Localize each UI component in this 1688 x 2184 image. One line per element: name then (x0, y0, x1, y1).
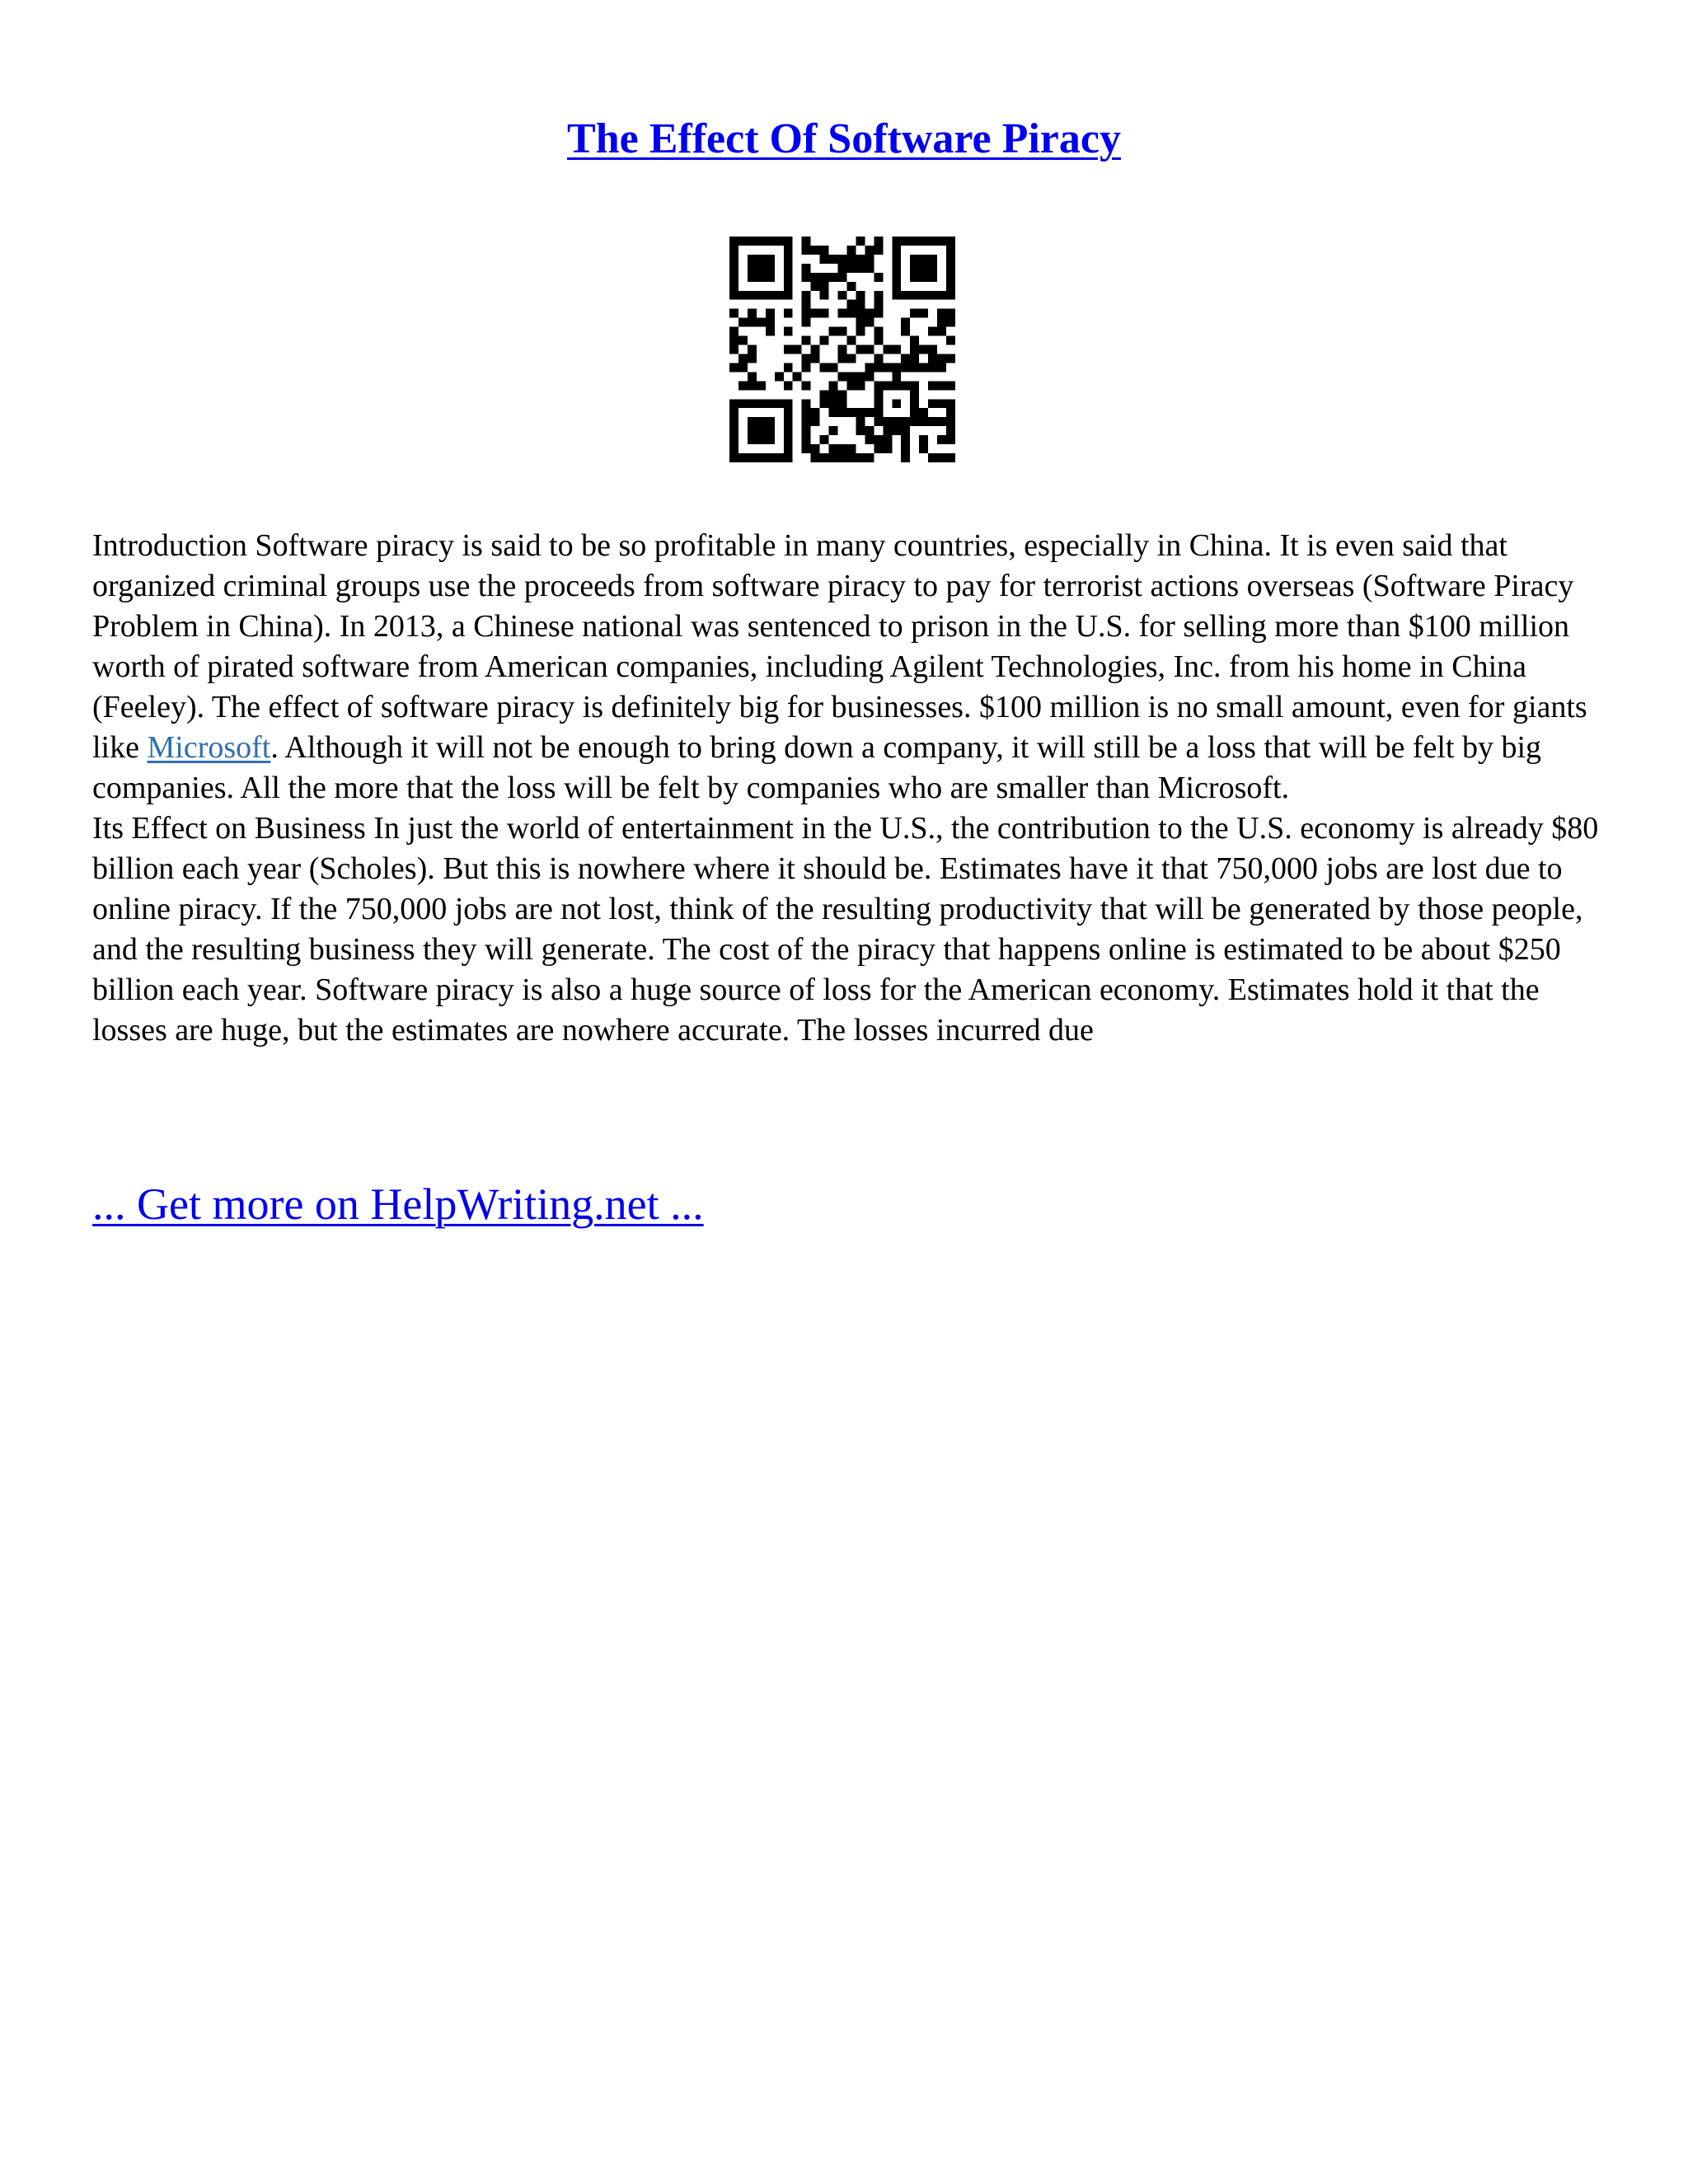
qr-module (829, 426, 838, 435)
qr-module (901, 363, 910, 372)
qr-module (802, 426, 811, 435)
qr-module (729, 363, 738, 372)
qr-module (856, 309, 865, 318)
qr-module (738, 381, 748, 390)
qr-module (928, 453, 937, 462)
qr-module (766, 318, 775, 327)
qr-module (748, 354, 757, 363)
qr-module (838, 273, 847, 282)
qr-module (892, 426, 901, 435)
qr-module (829, 390, 838, 399)
qr-module (946, 408, 955, 417)
qr-module (865, 435, 874, 444)
qr-module (829, 273, 838, 282)
qr-module (838, 264, 847, 273)
qr-module (729, 345, 738, 354)
qr-module (901, 426, 910, 435)
qr-module (793, 372, 802, 381)
qr-module (748, 345, 757, 354)
qr-module (856, 417, 865, 426)
qr-module (784, 345, 793, 354)
qr-module (874, 309, 883, 318)
qr-module (729, 336, 738, 345)
qr-module (802, 417, 811, 426)
qr-module (838, 345, 847, 354)
qr-module (829, 363, 838, 372)
qr-module (846, 255, 856, 264)
qr-module (874, 246, 883, 255)
qr-module (820, 291, 829, 300)
qr-module (820, 309, 829, 318)
qr-module (838, 291, 847, 300)
qr-module (919, 408, 928, 417)
qr-module (829, 408, 838, 417)
qr-module (838, 444, 847, 453)
qr-module (919, 444, 928, 453)
qr-module (883, 363, 892, 372)
qr-module (802, 264, 811, 273)
qr-module (802, 381, 811, 390)
qr-module (802, 273, 811, 282)
qr-module (775, 372, 784, 381)
qr-module (865, 309, 874, 318)
qr-module (856, 381, 865, 390)
qr-module (883, 345, 892, 354)
qr-module (946, 381, 955, 390)
qr-finder-core (910, 255, 937, 282)
qr-module (865, 318, 874, 327)
paragraph-introduction (92, 526, 1601, 808)
qr-module (838, 390, 847, 399)
qr-module (883, 426, 892, 435)
qr-module (856, 327, 865, 336)
qr-module (865, 372, 874, 381)
qr-module (937, 327, 946, 336)
qr-module (865, 363, 874, 372)
qr-module (802, 300, 811, 309)
qr-alignment-core (892, 399, 901, 408)
qr-module (729, 327, 738, 336)
qr-module (748, 309, 757, 318)
qr-module (946, 399, 955, 408)
qr-module (928, 345, 937, 354)
qr-module (802, 318, 811, 327)
qr-module (856, 318, 865, 327)
qr-module (846, 354, 856, 363)
qr-module (757, 381, 766, 390)
qr-module (846, 336, 856, 345)
qr-module (784, 381, 793, 390)
qr-module (846, 372, 856, 381)
qr-module (856, 237, 865, 246)
qr-module (838, 372, 847, 381)
qr-module (910, 354, 919, 363)
qr-module (811, 282, 820, 291)
qr-module (811, 417, 820, 426)
qr-module (802, 444, 811, 453)
qr-module (883, 444, 892, 453)
qr-module (738, 354, 748, 363)
qr-module (874, 237, 883, 246)
qr-module (820, 453, 829, 462)
qr-module (919, 309, 928, 318)
qr-module (946, 435, 955, 444)
qr-module (838, 453, 847, 462)
qr-module (738, 363, 748, 372)
qr-module (928, 399, 937, 408)
qr-module (892, 363, 901, 372)
qr-module (892, 372, 901, 381)
qr-module (919, 417, 928, 426)
qr-module (811, 354, 820, 363)
qr-module (856, 408, 865, 417)
qr-module (874, 435, 883, 444)
qr-module (856, 426, 865, 435)
qr-module (865, 408, 874, 417)
qr-module (738, 336, 748, 345)
qr-module (802, 363, 811, 372)
qr-module (838, 399, 847, 408)
qr-module (874, 444, 883, 453)
qr-module (865, 246, 874, 255)
qr-module (802, 354, 811, 363)
qr-module (838, 255, 847, 264)
qr-module (811, 408, 820, 417)
get-more-link[interactable]: ... Get more on HelpWriting.net ... (92, 1179, 704, 1229)
qr-module (928, 363, 937, 372)
qr-module (910, 309, 919, 318)
qr-module (811, 246, 820, 255)
qr-module (846, 246, 856, 255)
qr-module (874, 300, 883, 309)
microsoft-link[interactable]: Microsoft (147, 730, 271, 765)
qr-module (802, 399, 811, 408)
qr-module (937, 354, 946, 363)
qr-module (811, 273, 820, 282)
qr-module (793, 345, 802, 354)
qr-module (829, 327, 838, 336)
qr-module (838, 354, 847, 363)
qr-module (928, 354, 937, 363)
qr-module (928, 327, 937, 336)
qr-module (856, 372, 865, 381)
paragraph-effect-on-business: Its Effect on Business In just the world of entertainment in the U.S., the contribution to the U.S. economy is already $80 billion each year (Scholes). But this is nowhere where it should be. Estimates have it that 750,000 jobs are lost due to online piracy. If the 750,000 jobs are not lost, think of the resulting productivity that will be generated by those people, and the resulting business they will generate. The cost of the piracy that happens online is estimated to be about $250 billion each year. Software piracy is also a huge source of loss for the American economy. Estimates hold it that the losses are huge, but the estimates are nowhere accurate. The losses incurred due (92, 811, 1599, 1047)
qr-module (937, 318, 946, 327)
qr-module (829, 381, 838, 390)
qr-module (748, 318, 757, 327)
qr-module (820, 390, 829, 399)
qr-module (766, 327, 775, 336)
qr-module (802, 246, 811, 255)
qr-module (937, 453, 946, 462)
qr-module (856, 300, 865, 309)
qr-module (946, 336, 955, 345)
qr-module (811, 345, 820, 354)
qr-module (901, 444, 910, 453)
qr-module (946, 426, 955, 435)
qr-module (802, 408, 811, 417)
qr-module (937, 435, 946, 444)
qr-finder-core (748, 417, 775, 444)
qr-module (874, 273, 883, 282)
qr-module (829, 255, 838, 264)
qr-module (846, 453, 856, 462)
qr-module (901, 318, 910, 327)
qr-module (910, 345, 919, 354)
qr-module (820, 336, 829, 345)
qr-module (946, 354, 955, 363)
qr-module (738, 318, 748, 327)
qr-module (820, 363, 829, 372)
qr-module (946, 309, 955, 318)
qr-module (784, 309, 793, 318)
qr-module (846, 408, 856, 417)
qr-module (937, 417, 946, 426)
qr-module (901, 354, 910, 363)
qr-module (820, 282, 829, 291)
qr-module (802, 237, 811, 246)
qr-module (937, 381, 946, 390)
paragraph-introduction-text-end: . Although it will not be enough to bring down a company, it will still be a loss that will be felt by big companies. All the more that the loss will be felt by companies who are smaller than Microsoft. (92, 730, 1542, 805)
qr-module (811, 309, 820, 318)
qr-module (901, 453, 910, 462)
qr-module (892, 345, 901, 354)
qr-module (784, 363, 793, 372)
qr-module (919, 363, 928, 372)
qr-module (937, 363, 946, 372)
qr-module (874, 327, 883, 336)
qr-module (865, 264, 874, 273)
qr-module (846, 381, 856, 390)
qr-module (874, 336, 883, 345)
qr-module (946, 318, 955, 327)
qr-module (910, 363, 919, 372)
qr-module (874, 291, 883, 300)
qr-module (729, 309, 738, 318)
qr-module (846, 309, 856, 318)
qr-module (766, 309, 775, 318)
qr-module (820, 399, 829, 408)
qr-module (820, 255, 829, 264)
qr-module (919, 435, 928, 444)
article-body (92, 526, 1601, 1051)
qr-module (784, 327, 793, 336)
qr-module (846, 282, 856, 291)
qr-module (846, 444, 856, 453)
qr-module (874, 354, 883, 363)
qr-module (856, 291, 865, 300)
qr-module (802, 309, 811, 318)
qr-module (820, 273, 829, 282)
qr-module (910, 336, 919, 345)
qr-module (856, 345, 865, 354)
qr-module (946, 453, 955, 462)
qr-module (846, 300, 856, 309)
qr-module (829, 444, 838, 453)
qr-code-graphic (729, 237, 955, 462)
qr-module (901, 327, 910, 336)
qr-module (838, 327, 847, 336)
qr-code-icon (729, 237, 955, 462)
qr-module (865, 426, 874, 435)
qr-module (829, 399, 838, 408)
qr-module (937, 309, 946, 318)
qr-module (802, 291, 811, 300)
qr-module (856, 264, 865, 273)
qr-module (883, 435, 892, 444)
title-link[interactable]: The Effect Of Software Piracy (567, 115, 1121, 162)
qr-module (838, 408, 847, 417)
qr-module (802, 435, 811, 444)
qr-module (946, 417, 955, 426)
qr-module (865, 453, 874, 462)
qr-module (901, 435, 910, 444)
qr-module (802, 336, 811, 345)
qr-module (757, 318, 766, 327)
qr-finder-core (748, 255, 775, 282)
qr-module (838, 309, 847, 318)
qr-module (919, 345, 928, 354)
paragraph-introduction-text-start: Introduction Software piracy is said to be so profitable in many countries, especially in China. It is even said that organized criminal groups use the proceeds from software piracy to pay for terrorist actions overseas (Software Piracy Problem in China). In 2013, a Chinese national was sentenced to prison in the U.S. for selling more than $100 million worth of pirated software from American companies, including Agilent Technologies, Inc. from his home in China (Feeley). The effect of software piracy is definitely big for businesses. $100 million is no small amount, even for giants like (92, 528, 1587, 765)
qr-module (846, 264, 856, 273)
qr-module (811, 444, 820, 453)
qr-module (856, 453, 865, 462)
qr-module (748, 372, 757, 381)
document-title (0, 112, 1688, 166)
qr-module (748, 381, 757, 390)
qr-module (865, 345, 874, 354)
qr-module (820, 246, 829, 255)
qr-module (829, 453, 838, 462)
qr-module (928, 417, 937, 426)
qr-module (937, 399, 946, 408)
qr-module (820, 435, 829, 444)
qr-module (928, 381, 937, 390)
qr-module (856, 255, 865, 264)
qr-module (811, 453, 820, 462)
qr-module (865, 255, 874, 264)
get-more-line (92, 1177, 704, 1231)
qr-module (874, 363, 883, 372)
